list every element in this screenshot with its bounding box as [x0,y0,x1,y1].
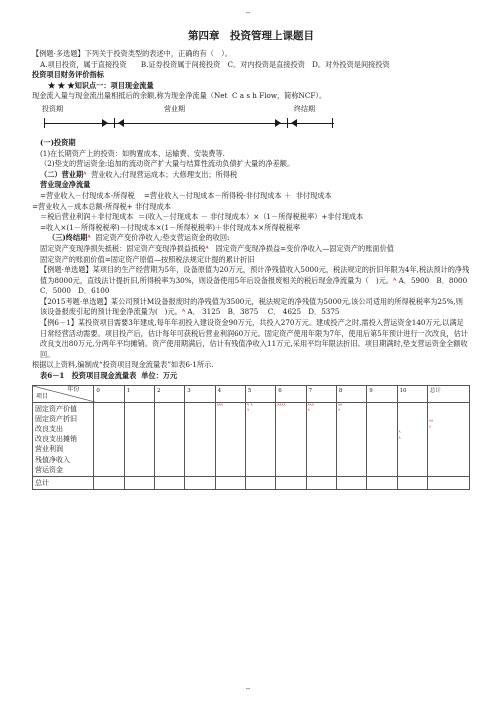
marker-glyph: ᴬ [83,169,87,179]
timeline-tick-invest [114,118,115,128]
example3-text: 【2015考题·单选题】某公司预计M设备报废时的净残值为3500元，税法规定的净残值为5000元,该公司适用的所得税税率为25%,则该设备报废引起的预计现金净流量为( )元。 [40,296,463,317]
ncf-formula-4: ＝税后营业利润＋非付现成本 [40,212,134,222]
ncf-formula-1: =营业收入－付现成本-所得税 [40,190,135,200]
col-0: 0 [94,385,124,402]
example1-stem: 【例题·多选题】下列关于投资类型的表述中，正确的有（ ）。 [32,49,232,58]
example3-options: A． 3125 B．3875 C． 4625 D．5375 [187,307,340,317]
ncf-formula-6: =收入×(1－所得税税率)－付现成本×(1－所得税税率)＋非付现成本×所得税税率 [40,222,301,232]
cell-9 [367,402,397,476]
col-5: 5 [245,385,275,402]
cell-2 [155,402,185,476]
cell-4: ᴬᴬᴬ [215,402,245,476]
invest-period-line1: (1)在长期资产上的投资：如购置成本、运输费、安装费等. [40,148,225,158]
timeline-label-end: 终结期 [294,104,315,113]
end-period-line2: 固定资产的账面价值=固定资产原值—按照税法规定计提的累计折旧 [40,254,255,264]
timeline-arrow-operate-left [118,119,124,127]
header-mark: -- [245,9,251,17]
section-heading: 投资项目财务评价指标 [32,70,104,80]
timeline-label-invest: 投资期 [42,104,63,113]
col-4: 4 [215,385,245,402]
item-label: 项目 [36,392,49,400]
timeline-tick-end [332,118,333,128]
operate-period-heading: （二）营业期 [40,169,84,179]
col-7: 7 [306,385,336,402]
timeline-tick-operate [287,118,288,128]
example2-text: 【例题·单选题】某项目的生产经营期为5年，设备原值为20万元，预计净残值收入5000元，税法规定的折旧年限为4年,税法预计的净残值为8000元，直线法计提折旧,所得税率为30%，则设备使用5年后设备报废相关的税后现金净流量为（ )元。 [40,265,470,285]
end-period-line1b: 固定资产变现净损益=变价净收入—固定资产的账面价值 [215,243,394,253]
example4-after: 根据以上资料,编制成“投资项目现金流量表”如表6-1所示. [32,360,214,370]
col-3: 3 [185,385,215,402]
cell-10: ᴬ ᴬ [397,402,427,476]
content: 第四章 投资管理上课题目 【例题·多选题】下列关于投资类型的表述中，正确的有（ ）。 A.项目投资，属于直接投资 B.证券投资属于间接投资 C。对内投资是直接投资 D。对外投资是间接投资 投资项目财务评价指标 ★ ★ ★知识点一：项目现金流量 现金流入量与现金流出量相抵后的余额,称为现金净流量（Net C a s h Flow，简称NCF）。 投资期 营业期 终结期 (一)投资期 (1)在长期资产上的投资：如购置成本、运输费、安装费等. （2)垫支的营运资金:追加的流动资产扩大量与结算性流动负债扩大量的净差额。 （二）营业期ᴬ 营业收入;付现营运成本；大修理支出；所得税 营业现金净流量 =营业收入－付现成本-所得税 =营业收入－付现成本－所得税-非付现成本 ＋ 非付现成本 =营业收入－成本总额-所得税+ 非付现成本 ＝税后营业利润＋非付现成本 ＝(收入－付现成本 － 非付现成本）×（1－所得税税率）+非付现成本 =收入×(1－所得税税率)－付现成本×(1－所得税税率)＋非付现成本×所得税税率 （三)终结期ᴬ 固定资产变价净收入;垫支营运资金的收回: 固定资产变现净损失抵税：固定资产变现净损益抵税ᴬ 固定资产变现净损益=变价净收入—固定资产的账面价值 固定资产的账面价值=固定资产原值—按照税法规定计提的累计折旧 【例题·单选题】某项目的生产经营期为5年，设备原值为20万元，预计净残值收入5000元，税法规定的折旧年限为4年,税法预计的净残值为8000元，直线法计提折旧,所得税率为30%，则设备使用5年后设备报废相关的税后现金净流量为（ )元。ᴬ A．5900 B．8000 C．5000 D．6100 【2015考题·单选题】某公司预计M设备报废时的净残值为3500元，税法规定的净残值为5000元,该公司适用的所得税税率为25%,则该设备报废引起的预计现金净流量为( )元。ᴬ A． 3125 B．3875 C． 4625 D．5375 【例6－1】某投资项目需要3年建成,每年年初投入建设资金90万元，共投入270万元。建成投产之时,需投入营运资金140万元,以满足日常经营活动需要。项目投产后，估计每年可获税后营业利润60万元。固定资产使用年限为7年，使用后第5年预计进行一次改良，估计改良支出80万元,分两年平均摊销。资产使用期满后，估计有残值净收入11万元,采用平均年限法折旧。项目期满时,垫支营运资金全额收回。 根据以上资料,编制成“投资项目现金流量表”如表6-1所示. 表6－1 投资项目现金流量表 单位：万元 年份 项目 0 1 2 3 4 5 6 7 8 9 10 总计 固定资产价值 固定资产折旧 改良支出 改良支出摊销 营业利润 残值净收入 营运资金 ᴬᴬᴬ ᴬ ᴬ ᴬ ᴬᴬᴬᴬ ᴬᴬᴬ ᴬ ᴬᴬ ᴬ ᴬ ᴬ ᴬᴬ ᴬ 总计 [32,30,470,490]
col-1: 1 [124,385,154,402]
cell-3 [185,402,215,476]
example4-text: 【例6－1】某投资项目需要3年建成,每年年初投入建设资金90万元，共投入270万元。建成投产之时,需投入营运资金140万元,以满足日常经营活动需要。项目投产后，估计每年可获税后营业利润60万元。固定资产使用年限为7年，使用后第5年预计进行一次改良，估计改良支出80万元,分两年平均摊销。资产使用期满后，估计有残值净收入11万元,采用平均年限法折旧。项目期满时,垫支营运资金全额收回。 [40,318,468,359]
table-total-row [33,477,470,490]
page-title: 第四章 投资管理上课题目 [188,30,314,42]
end-period-heading: （三)终结期 [48,233,88,243]
cell-1 [124,402,154,476]
table-caption: 表6－1 投资项目现金流量表 单位：万元 [40,371,178,381]
example2-options: A．5900 B．8000 C．5000 D．6100 [40,275,489,296]
ncf-heading: 营业现金净流量 [40,180,91,190]
ncf-formula-3: =营业收入－成本总额-所得税+ 非付现成本 [32,201,171,211]
timeline-label-operate: 营业期 [164,104,185,113]
cell-6: ᴬᴬᴬᴬ [276,402,306,476]
end-period-items: 固定资产变价净收入;垫支营运资金的收回: [95,233,230,243]
cashflow-definition: 现金流入量与现金流出量相抵后的余额,称为现金净流量（Net C a s h Flow，简称NCF）。 [32,91,327,101]
table-body-row [33,402,470,476]
cell-5: ᴬ ᴬ ᴬ [245,402,275,476]
cell-total: ᴬᴬ ᴬ [427,402,469,476]
cashflow-timeline [32,104,470,134]
invest-period-heading: (一)投资期 [40,137,76,147]
row-items: 固定资产价值 固定资产折旧 改良支出 改良支出摊销 营业利润 残值净收入 营运资金 [33,402,94,476]
cell-0 [94,402,124,476]
col-6: 6 [276,385,306,402]
timeline-arrow-operate-right [275,119,281,127]
operate-period-items: 营业收入;付现营运成本；大修理支出；所得税 [91,169,238,179]
ncf-formula-5: ＝(收入－付现成本 － 非付现成本）×（1－所得税税率）+非付现成本 [138,212,364,222]
col-8: 8 [336,385,366,402]
col-10: 10 [397,385,427,402]
ncf-formula-2: =营业收入－付现成本－所得税-非付现成本 ＋ 非付现成本 [143,190,332,200]
knowledge-point: ★ ★ ★知识点一：项目现金流量 [48,80,154,90]
total-label: 总计 [33,477,94,490]
footer-mark: -- [245,685,251,693]
invest-period-line2: （2)垫支的营运资金:追加的流动资产扩大量与结算性流动负债扩大量的净差额。 [40,159,295,169]
timeline-tick-start [44,118,45,128]
year-label: 年份 [67,385,80,393]
timeline-arrow-invest [102,119,108,127]
col-9: 9 [367,385,397,402]
cell-8: ᴬᴬ ᴬ [336,402,366,476]
end-period-line1: 固定资产变现净损失抵税：固定资产变现净损益抵税 [40,243,206,253]
cashflow-table [32,385,470,491]
col-total: 总计 [427,385,469,402]
table-corner-cell [33,385,94,402]
table-header-row [33,385,470,402]
col-2: 2 [155,385,185,402]
timeline-arrow-end [291,119,297,127]
example1-options: A.项目投资，属于直接投资 B.证券投资属于间接投资 C。对内投资是直接投资 D。对外投资是间接投资 [40,59,390,69]
cell-7: ᴬᴬᴬ ᴬ [306,402,336,476]
